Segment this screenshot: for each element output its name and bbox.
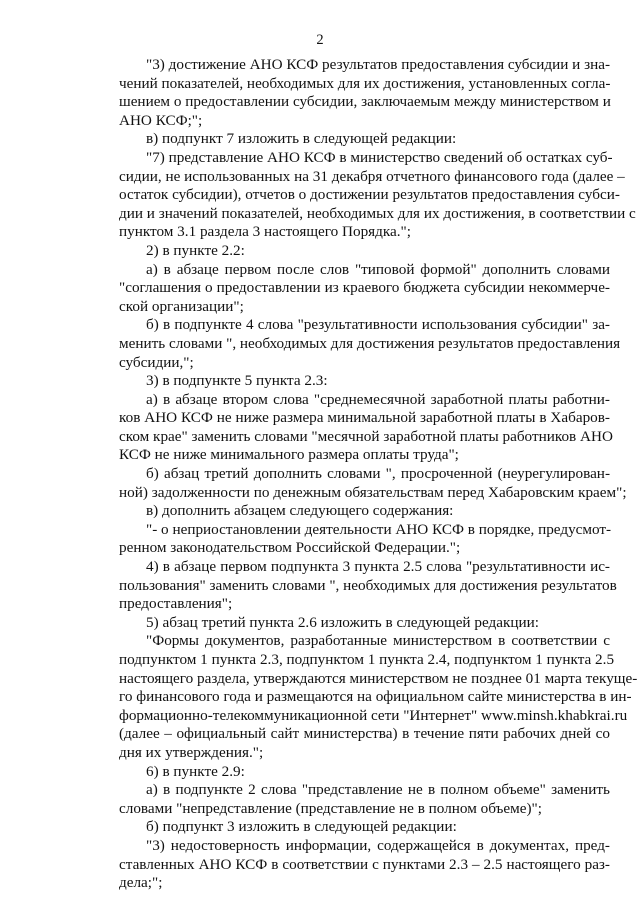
text-line: а) в подпункте 2 слова "представление не в полном объеме" заменить [146,781,610,799]
text-line: "- о неприостановлении деятельности АНО КСФ в порядке, предусмот- [146,520,612,538]
text-line: дела;"; [119,874,163,892]
text-line: в) дополнить абзацем следующего содержания: [146,502,454,520]
text-line: предоставления"; [119,595,233,613]
text-line: б) абзац третий дополнить словами ", просроченной (неурегулирован- [146,465,610,483]
text-line: а) в абзаце первом после слов "типовой формой" дополнить словами [146,260,610,278]
text-line: 3) в подпункте 5 пункта 2.3: [146,372,328,390]
text-line: 4) в абзаце первом подпункта 3 пункта 2.5 слова "результативности ис- [146,558,610,576]
page-number: 2 [316,32,324,48]
text-line: подпунктом 1 пункта 2.3, подпунктом 1 пункта 2.4, подпунктом 1 пункта 2.5 [119,651,615,668]
text-line: ной) задолженности по денежным обязательствам перед Хабаровским краем"; [119,483,627,501]
text-line: "Формы документов, разработанные министерством в соответствии с [146,632,610,650]
text-line: пользования" заменить словами ", необходимых для достижения результатов [119,576,617,594]
text-line: ском крае" заменить словами "месячной заработной платы работников АНО [119,427,613,445]
text-line: (далее – официальный сайт министерства) в течение пяти рабочих дней со [119,725,610,743]
text-line: ренном законодательством Российской Федерации."; [119,539,461,557]
text-line: "3) недостоверность информации, содержащейся в документах, пред- [146,836,610,854]
text-line: АНО КСФ;"; [119,111,203,129]
text-line: дня их утверждения."; [119,743,264,761]
text-line: пунктом 3.1 раздела 3 настоящего Порядка."; [119,223,411,241]
text-line: словами "непредставление (представление не в полном объеме)"; [119,799,542,817]
text-line: 6) в пункте 2.9: [146,762,245,780]
document-body [119,56,638,893]
text-line: а) в абзаце втором слова "среднемесячной заработной платы работни- [146,390,610,408]
text-line: дии и значений показателей, необходимых для их достижения, в соответствии с [119,204,636,222]
text-line: субсидии,"; [119,353,194,371]
text-line: 2) в пункте 2.2: [146,241,245,259]
text-line: го финансового года и размещаются на официальном сайте министерства в ин- [119,688,632,706]
text-line: настоящего раздела, утверждаются министерством не позднее 01 марта текуще- [119,669,638,687]
text-line: менить словами ", необходимых для достижения результатов предоставления [119,334,621,352]
text-line: чений показателей, необходимых для их достижения, установленных согла- [119,74,611,92]
text-line: ской организации"; [119,297,244,315]
text-line: шением о предоставлении субсидии, заключаемым между министерством и [119,93,611,111]
text-line: сидии, не использованных на 31 декабря отчетного финансового года (далее – [119,167,625,185]
text-line: б) подпункт 3 изложить в следующей редакции: [146,818,457,836]
text-line: "3) достижение АНО КСФ результатов предоставления субсидии и зна- [146,56,611,73]
text-line: ков АНО КСФ не ниже размера минимальной заработной платы в Хабаров- [119,409,610,427]
text-line: "соглашения о предоставлении из краевого бюджета субсидии некоммерче- [119,279,610,297]
text-line: формационно-телекоммуникационной сети "Интернет" www.minsh.khabkrai.ru [119,706,628,724]
text-line: б) в подпункте 4 слова "результативности использования субсидии" за- [146,316,610,334]
text-line: КСФ не ниже минимального размера оплаты труда"; [119,446,459,464]
text-line: остаток субсидии), отчетов о достижении результатов предоставления субси- [119,186,620,204]
text-line: в) подпункт 7 изложить в следующей редакции: [146,130,457,148]
text-line: 5) абзац третий пункта 2.6 изложить в следующей редакции: [146,613,539,631]
text-line: "7) представление АНО КСФ в министерство сведений об остатках суб- [146,148,613,166]
text-line: ставленных АНО КСФ в соответствии с пунктами 2.3 – 2.5 настоящего раз- [119,855,610,873]
